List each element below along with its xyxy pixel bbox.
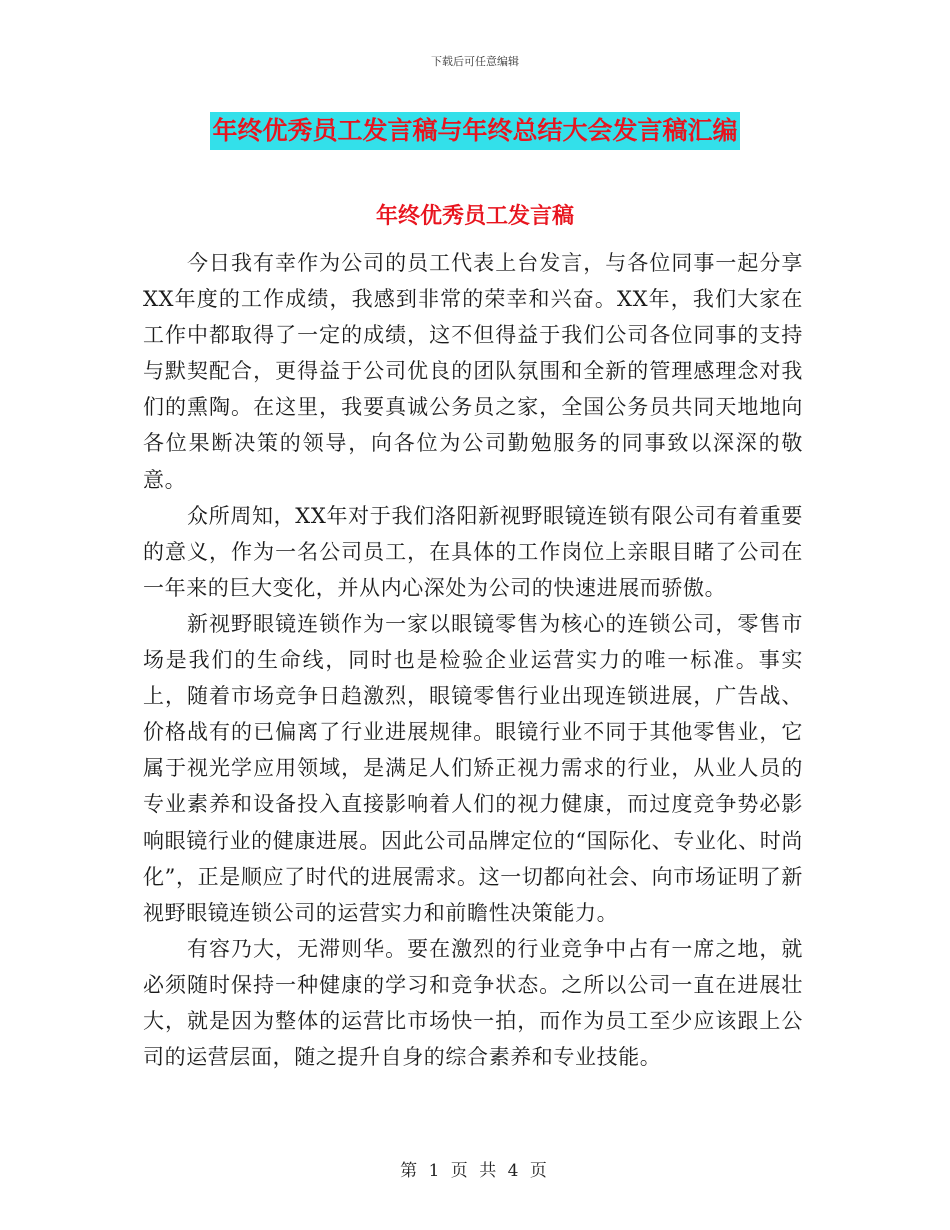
paragraph: 今日我有幸作为公司的员工代表上台发言，与各位同事一起分享XX年度的工作成绩，我感到非常的荣幸和兴奋。XX年，我们大家在工作中都取得了一定的成绩，这不但得益于我们公司各位同事的支持与默契配合，更得益于公司优良的团队氛围和全新的管理感理念对我们的熏陶。在这里，我要真诚公务员之家，全国公务员共同天地地向各位果断决策的领导，向各位为公司勤勉服务的同事致以深深的敬意。 <box>143 251 803 492</box>
header-note: 下载后可任意编辑 <box>431 55 519 68</box>
page-number: 第 1 页 共 4 页 <box>400 1161 550 1181</box>
paragraph: 有容乃大，无滞则华。要在激烈的行业竞争中占有一席之地，就必须随时保持一种健康的学习和竞争状态。之所以公司一直在进展壮大，就是因为整体的运营比市场快一拍，而作为员工至少应该跟上公司的运营层面，随之提升自身的综合素养和专业技能。 <box>143 936 803 1070</box>
document-title <box>0 112 950 150</box>
document-title-text: 年终优秀员工发言稿与年终总结大会发言稿汇编 <box>210 112 739 150</box>
body-text <box>143 245 803 1075</box>
paragraph: 众所周知，XX年对于我们洛阳新视野眼镜连锁有限公司有着重要的意义，作为一名公司员工，在具体的工作岗位上亲眼目睹了公司在一年来的巨大变化，并从内心深处为公司的快速进展而骄傲。 <box>143 503 803 600</box>
section-title: 年终优秀员工发言稿 <box>375 204 574 229</box>
paragraph: 新视野眼镜连锁作为一家以眼镜零售为核心的连锁公司，零售市场是我们的生命线，同时也是检验企业运营实力的唯一标准。事实上，随着市场竞争日趋激烈，眼镜零售行业出现连锁进展，广告战、价格战有的已偏离了行业进展规律。眼镜行业不同于其他零售业，它属于视光学应用领域，是满足人们矫正视力需求的行业，从业人员的专业素养和设备投入直接影响着人们的视力健康，而过度竞争势必影响眼镜行业的健康进展。因此公司品牌定位的“国际化、专业化、时尚化”，正是顺应了时代的进展需求。这一切都向社会、向市场证明了新视野眼镜连锁公司的运营实力和前瞻性决策能力。 <box>143 611 803 925</box>
